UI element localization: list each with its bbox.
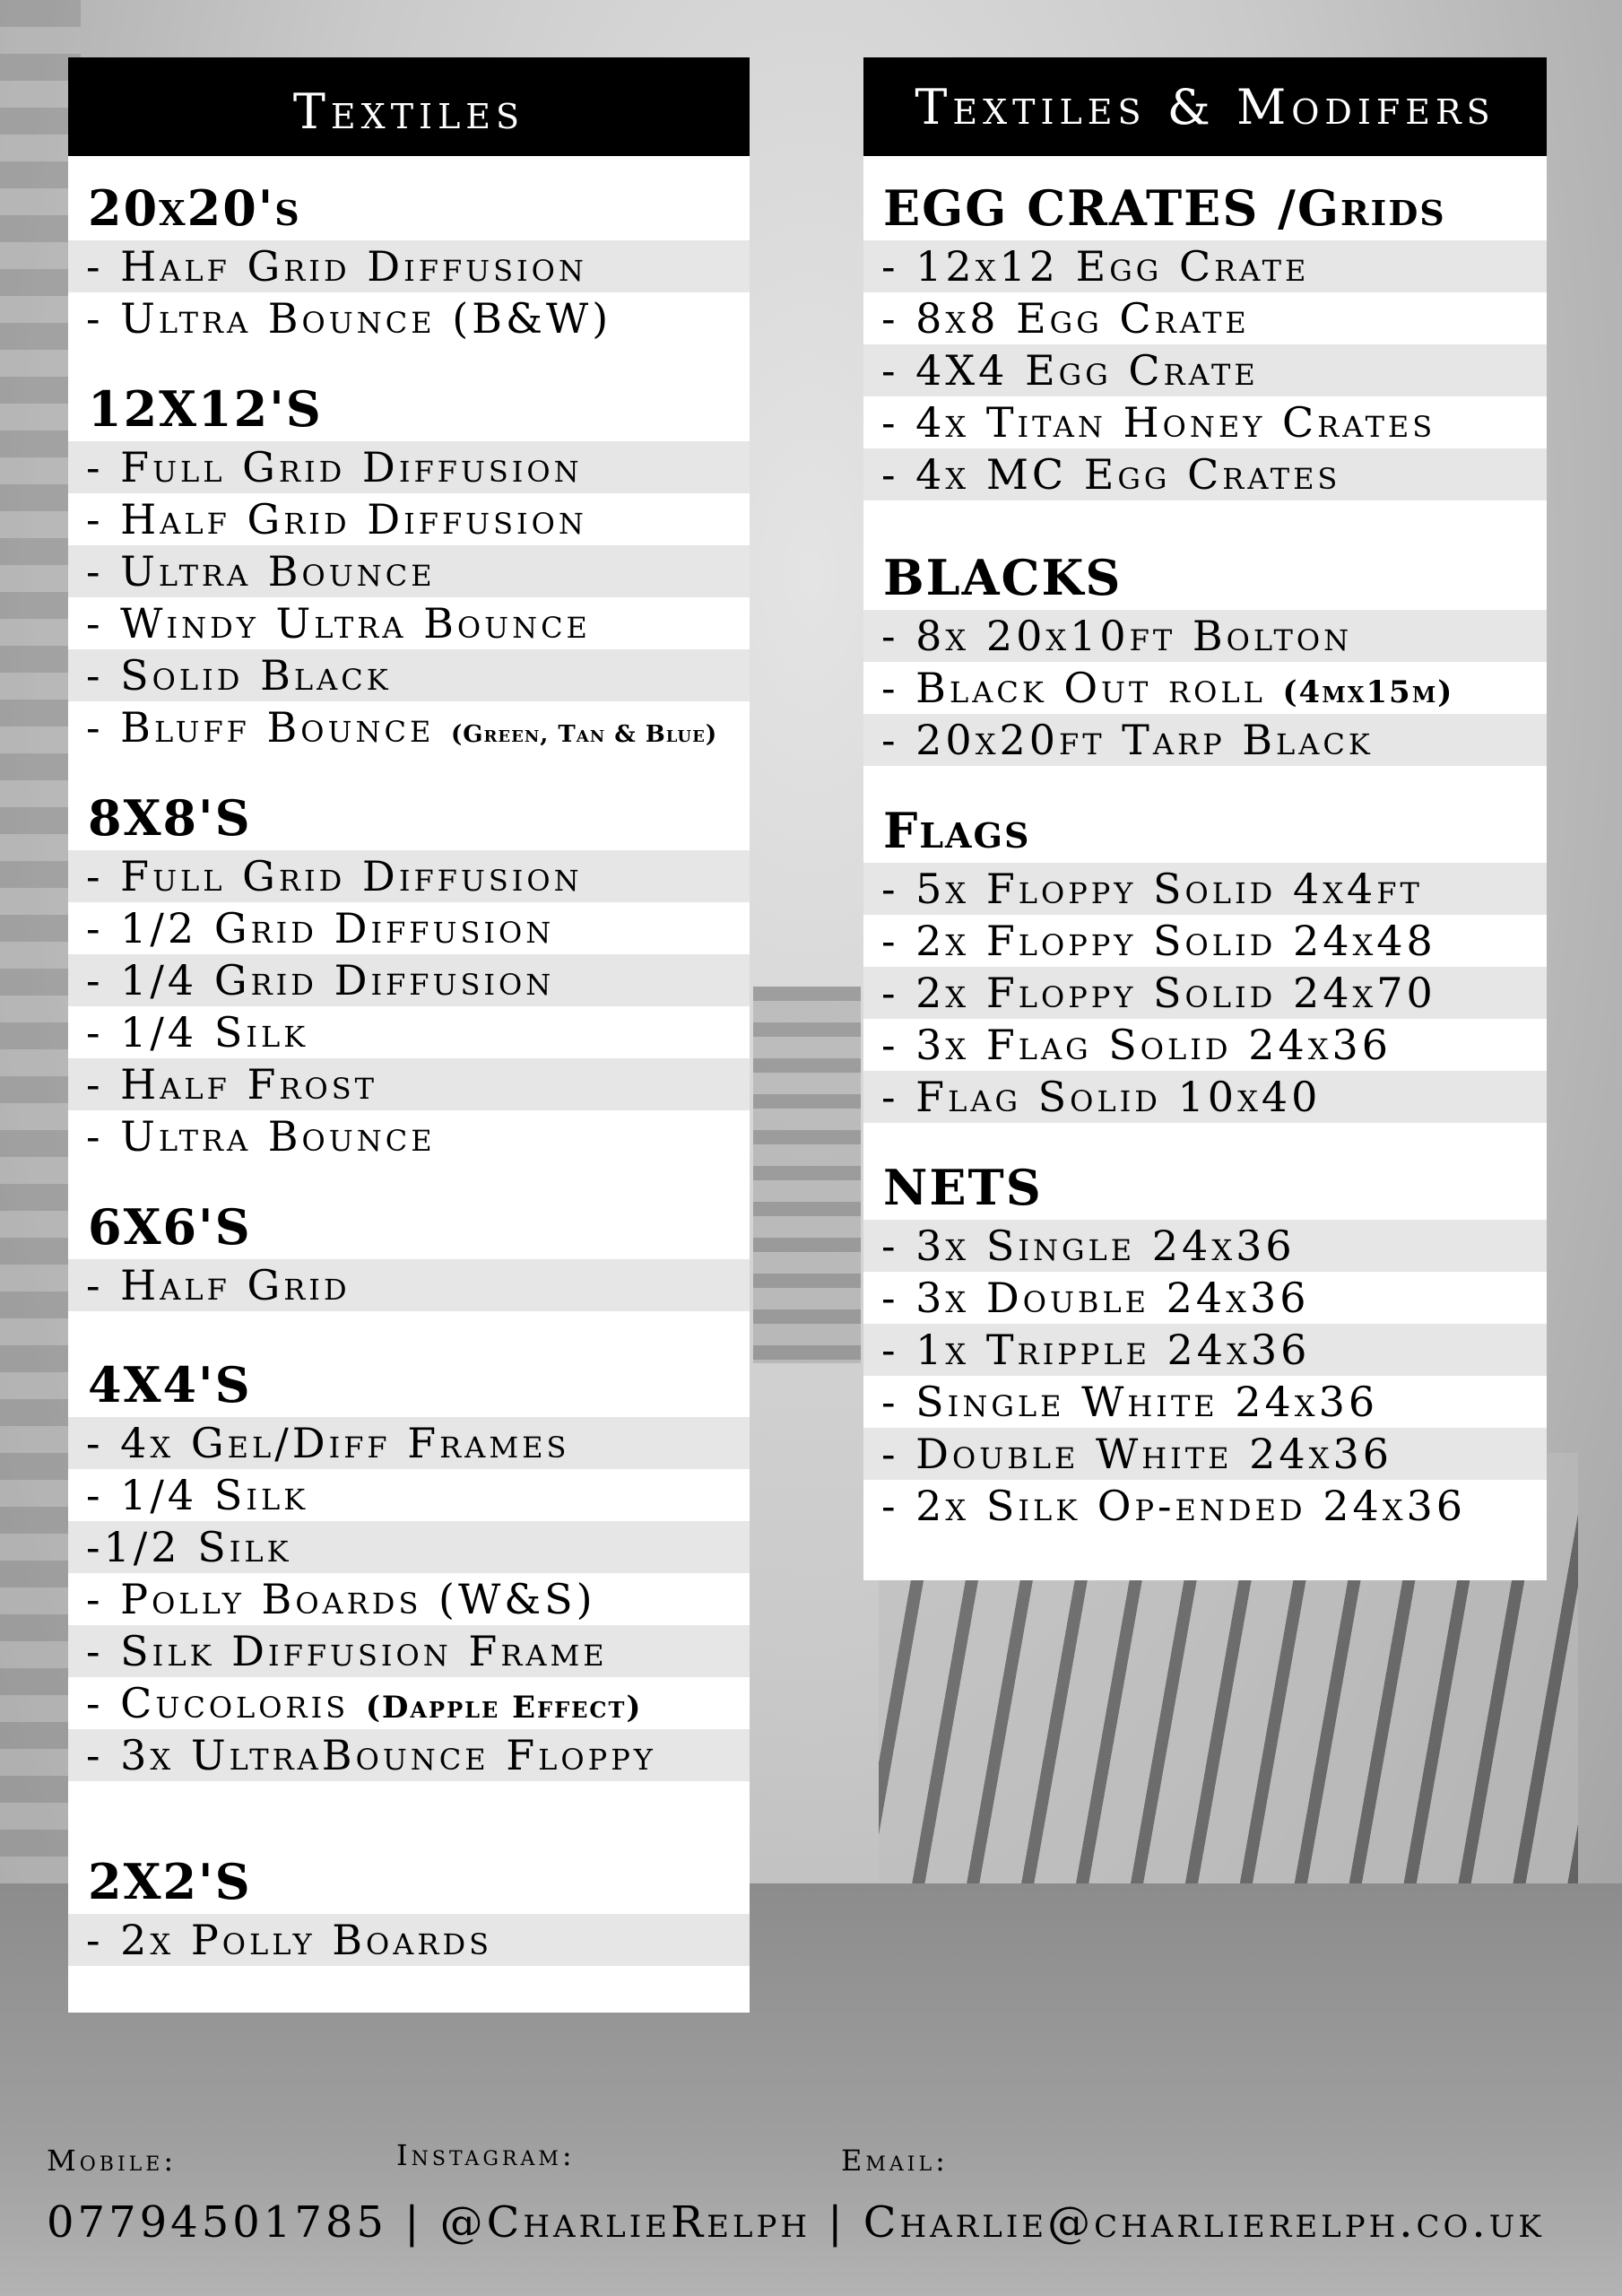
- section-title: 8X8'S: [88, 789, 252, 847]
- list-item: - Double White 24x36: [863, 1428, 1547, 1480]
- section-title: EGG CRATES /Grids: [883, 179, 1446, 237]
- section-title: BLACKS: [883, 549, 1123, 606]
- list-item: - 4x Gel/Diff Frames: [68, 1417, 750, 1469]
- item-note: (4mx15m): [1282, 674, 1454, 710]
- list-item: -1/2 Silk: [68, 1521, 750, 1573]
- list-item: [68, 701, 750, 753]
- section-title: 20x20's: [88, 179, 301, 237]
- list-item: - 5x Floppy Solid 4x4ft: [863, 863, 1547, 915]
- section-20x20: [68, 176, 750, 344]
- list-item: - 1x Tripple 24x36: [863, 1324, 1547, 1376]
- list-item: - 20x20ft Tarp Black: [863, 714, 1547, 766]
- list-item: - Ultra Bounce: [86, 1112, 436, 1161]
- list-item: - Half Grid Diffusion: [86, 495, 587, 544]
- list-item: - Solid Black: [68, 649, 750, 701]
- list-item: - 1/4 Silk: [86, 1471, 309, 1519]
- list-item: - 2x Floppy Solid 24x48: [881, 917, 1436, 965]
- list-item: - 1/4 Grid Diffusion: [68, 954, 750, 1006]
- list-item: - 4X4 Egg Crate: [863, 344, 1547, 396]
- list-item: - Silk Diffusion Frame: [68, 1625, 750, 1677]
- list-item: - Half Grid: [68, 1259, 750, 1311]
- section-flags: [863, 798, 1547, 1123]
- list-item: - 8x8 Egg Crate: [881, 294, 1250, 343]
- list-item: - 1/2 Grid Diffusion: [86, 904, 555, 952]
- section-8x8: [68, 786, 750, 1162]
- section-nets: [863, 1155, 1547, 1532]
- list-item: [863, 662, 1547, 714]
- list-item: - 4x MC Egg Crates: [863, 448, 1547, 500]
- section-title: 12X12'S: [88, 380, 323, 438]
- list-item: - 2x Floppy Solid 24x70: [863, 967, 1547, 1019]
- section-title: 6X6'S: [88, 1198, 252, 1256]
- list-item: - Polly Boards (W&S): [86, 1575, 596, 1623]
- section-egg-crates: [863, 176, 1547, 500]
- modifiers-header-label: Textiles & Modifers: [915, 78, 1496, 135]
- modifiers-panel: [863, 57, 1547, 1580]
- email-label: Email:: [841, 2144, 949, 2178]
- section-6x6: [68, 1195, 750, 1311]
- instagram-label: Instagram:: [396, 2138, 576, 2172]
- list-item: - Flag Solid 10x40: [863, 1071, 1547, 1123]
- textiles-header-label: Textiles: [292, 83, 525, 140]
- contact-footer: [0, 2135, 1622, 2296]
- list-item: - 2x Silk Op-ended 24x36: [881, 1482, 1467, 1530]
- list-item: - 3x Flag Solid 24x36: [881, 1021, 1392, 1069]
- section-title: NETS: [883, 1159, 1043, 1216]
- list-item: - 12x12 Egg Crate: [863, 240, 1547, 292]
- list-item: - Windy Ultra Bounce: [86, 599, 591, 648]
- contact-line[interactable]: 07794501785 | @CharlieRelph | Charlie@charlierelph.co.uk: [47, 2197, 1545, 2248]
- list-item: - 4x Titan Honey Crates: [881, 398, 1436, 447]
- list-item: [68, 1677, 750, 1729]
- list-item: - Ultra Bounce (B&W): [86, 294, 612, 343]
- list-item: - Full Grid Diffusion: [68, 441, 750, 493]
- item-text: - Cucoloris: [86, 1679, 350, 1727]
- item-text: - Bluff Bounce: [86, 703, 435, 752]
- list-item: - Single White 24x36: [881, 1378, 1379, 1426]
- section-title: 4X4'S: [88, 1356, 252, 1413]
- section-12x12: [68, 377, 750, 753]
- section-2x2: [68, 1849, 750, 1966]
- mobile-label: Mobile:: [47, 2144, 178, 2178]
- list-item: - Full Grid Diffusion: [68, 850, 750, 902]
- textiles-header: [68, 57, 750, 156]
- modifiers-header: [863, 57, 1547, 156]
- list-item: - 8x 20x10ft Bolton: [863, 610, 1547, 662]
- item-note: (Green, Tan & Blue): [450, 721, 718, 748]
- list-item: - Half Grid Diffusion: [68, 240, 750, 292]
- background-stand: [753, 987, 861, 1363]
- section-blacks: [863, 545, 1547, 766]
- list-item: - 3x Double 24x36: [881, 1274, 1310, 1322]
- section-title: Flags: [883, 802, 1031, 859]
- list-item: - Ultra Bounce: [68, 545, 750, 597]
- list-item: - 1/4 Silk: [86, 1008, 309, 1057]
- list-item: - 2x Polly Boards: [68, 1914, 750, 1966]
- list-item: - 3x Single 24x36: [863, 1220, 1547, 1272]
- list-item: - Half Frost: [68, 1058, 750, 1110]
- textiles-panel: [68, 57, 750, 2013]
- item-text: - Black Out roll: [881, 664, 1266, 712]
- item-note: (Dapple Effect): [365, 1690, 643, 1726]
- section-4x4: [68, 1352, 750, 1781]
- list-item: - 3x UltraBounce Floppy: [68, 1729, 750, 1781]
- section-title: 2X2'S: [88, 1853, 252, 1910]
